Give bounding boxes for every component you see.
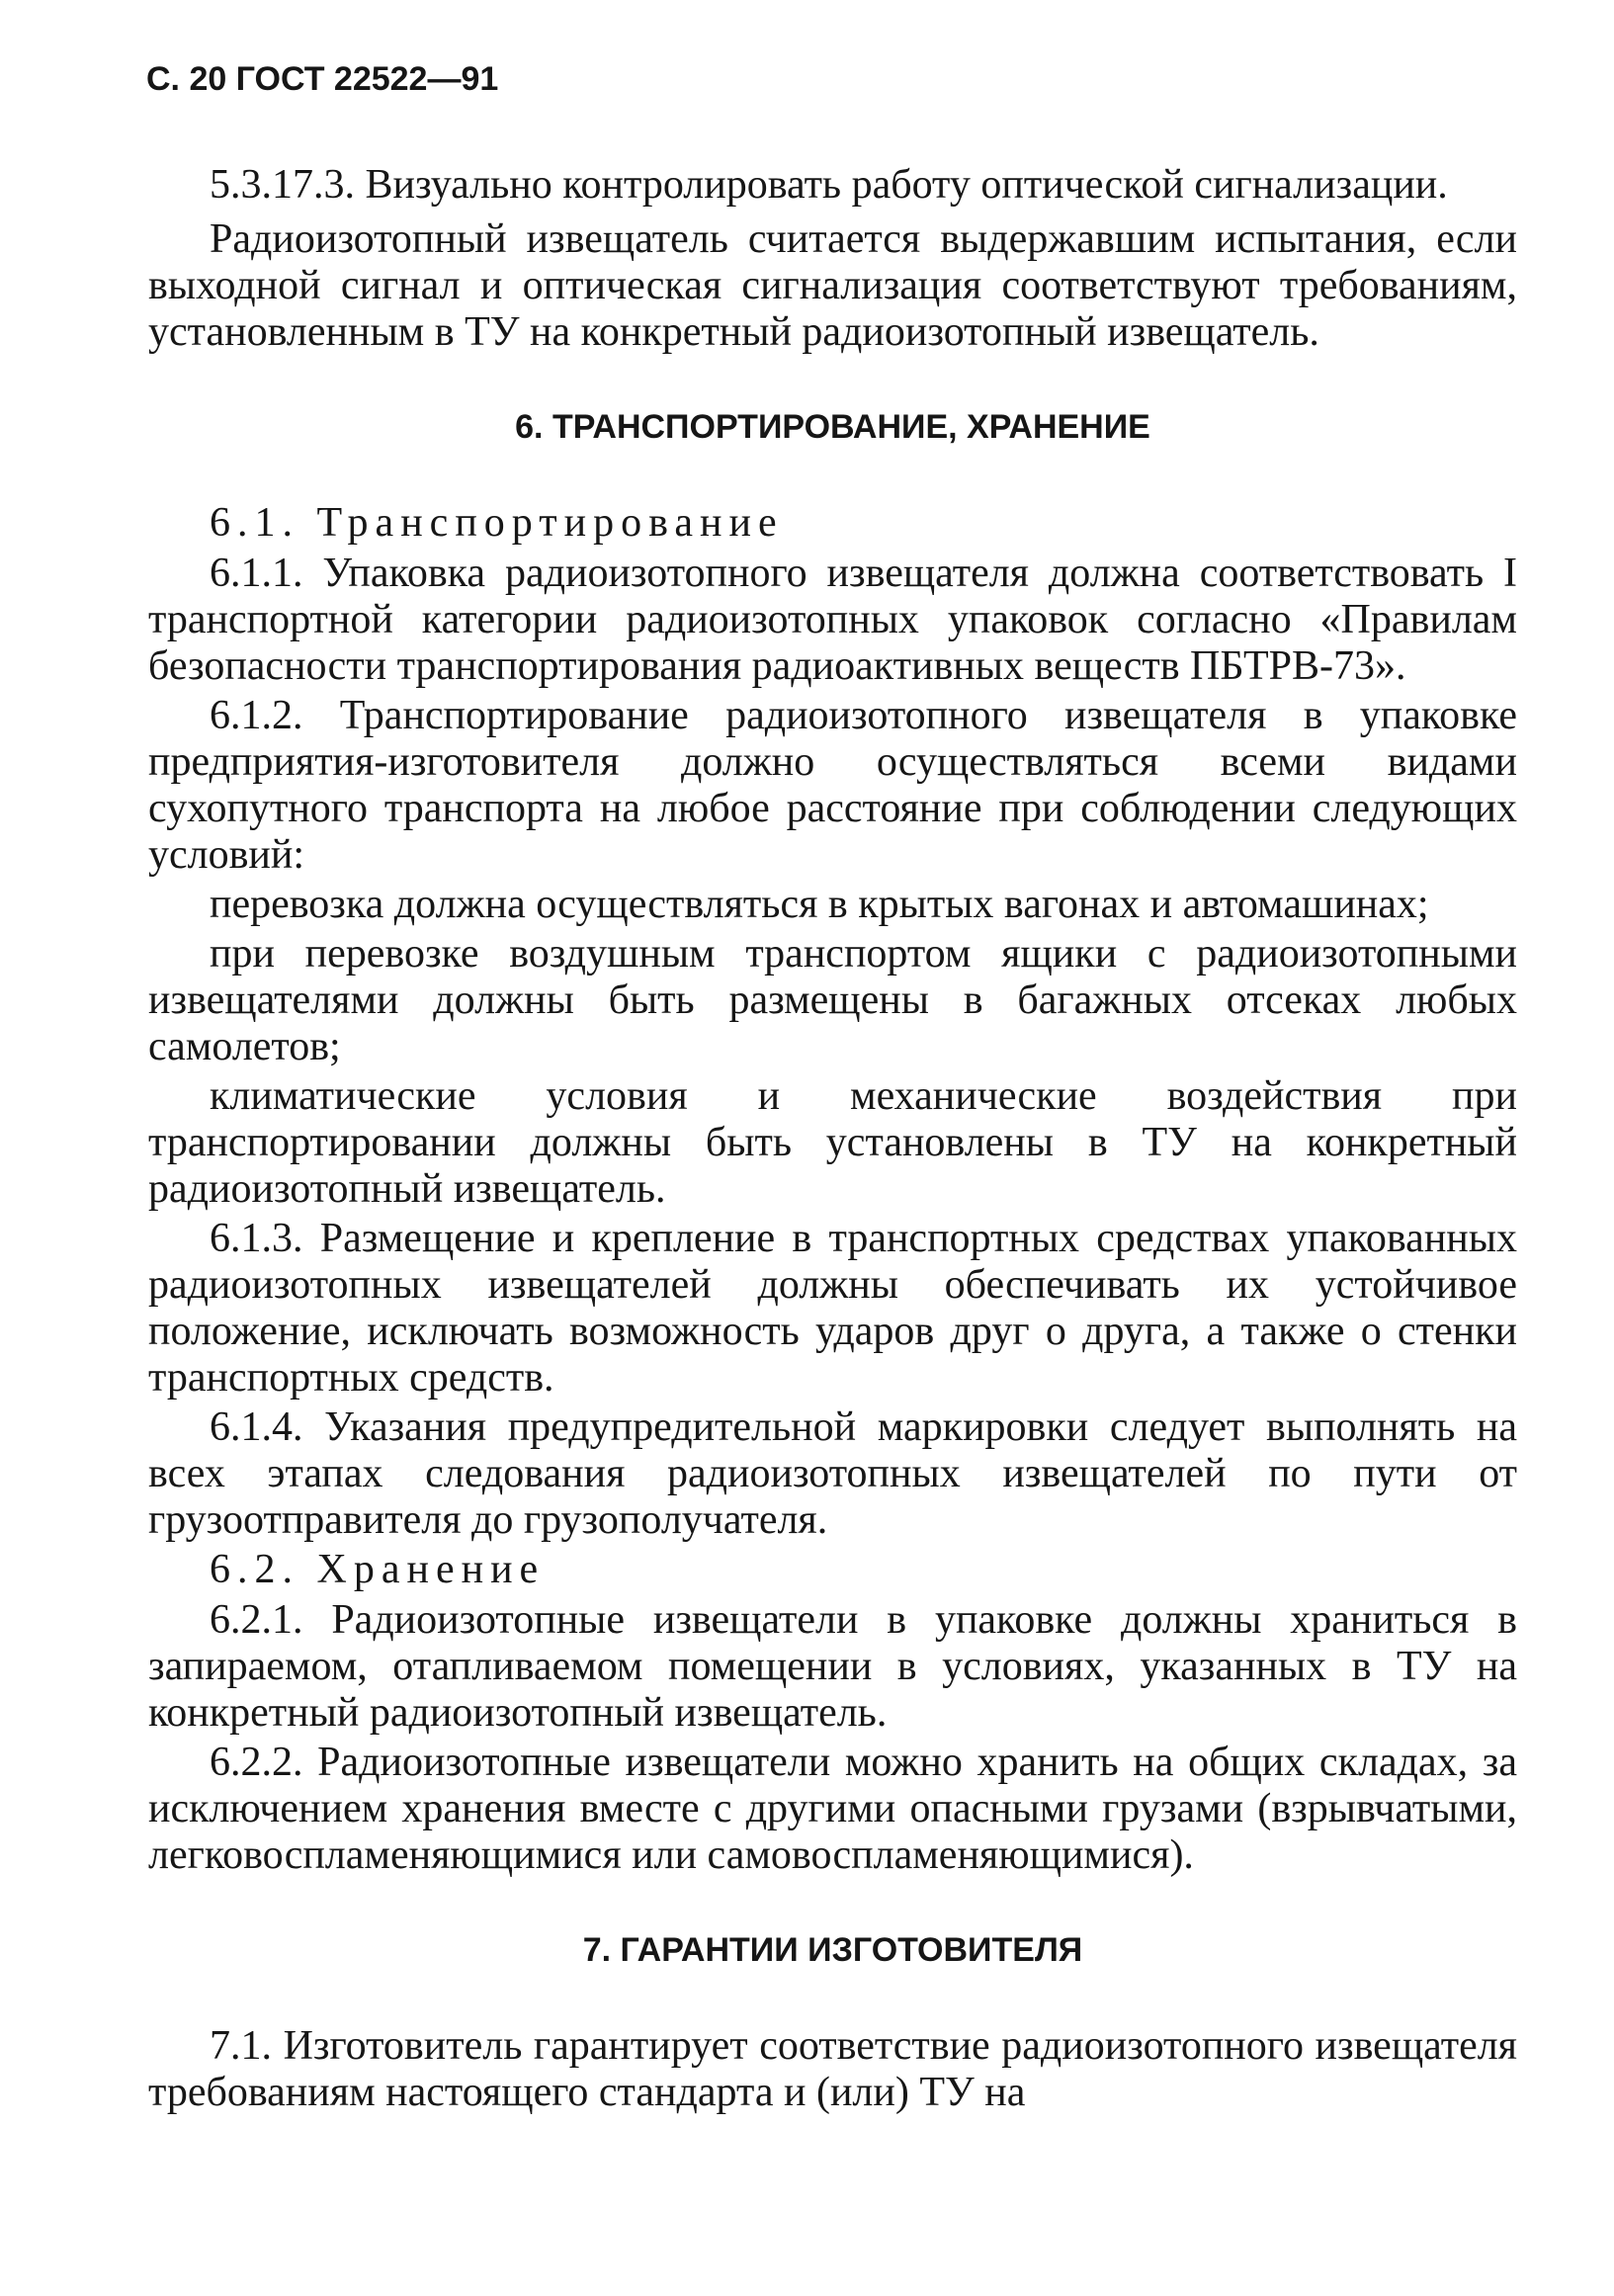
document-page	[148, 59, 1517, 2124]
paragraph-6-1-4: 6.1.4. Указания предупредительной маркировки следует выполнять на всех этапах следования радиоизотопных извещателей по пути от грузоотправителя до грузополучателя.	[148, 1404, 1517, 1543]
paragraph-6-2-1: 6.2.1. Радиоизотопные извещатели в упаковке должны храниться в запираемом, отапливаемом помещении в условиях, указанных в ТУ на конкретный радиоизотопный извещатель.	[148, 1597, 1517, 1736]
paragraph-7-1: 7.1. Изготовитель гарантирует соответствие радиоизотопного извещателя требованиям настоящего стандарта и (или) ТУ на	[148, 2023, 1517, 2115]
subheading-6-1: 6.1. Транспортирование	[210, 500, 784, 546]
paragraph-6-1-2: 6.1.2. Транспортирование радиоизотопного извещателя в упаковке предприятия-изготовителя должно осуществляться всеми видами сухопутного транспорта на любое расстояние при соблюдении следующих условий:	[148, 693, 1517, 878]
paragraph-condition-1: перевозка должна осуществляться в крытых вагонах и автомашинах;	[210, 882, 1429, 927]
paragraph-condition-2: при перевозке воздушным транспортом ящики с радиоизотопными извещателями должны быть размещены в багажных отсеках любых самолетов;	[148, 931, 1517, 1069]
paragraph-condition-3: климатические условия и механические воздействия при транспортировании должны быть установлены в ТУ на конкретный радиоизотопный извещатель.	[148, 1073, 1517, 1212]
subheading-6-2: 6.2. Хранение	[210, 1547, 546, 1592]
section-heading-6: 6. ТРАНСПОРТИРОВАНИЕ, ХРАНЕНИЕ	[515, 408, 1150, 446]
paragraph-5-3-17-3: 5.3.17.3. Визуально контролировать работу оптической сигнализации.	[210, 162, 1448, 208]
paragraph-6-1-3: 6.1.3. Размещение и крепление в транспортных средствах упакованных радиоизотопных извещателей должны обеспечивать их устойчивое положение, исключать возможность ударов друг о друга, а также о стенки транспортных средств.	[148, 1216, 1517, 1401]
paragraph-6-1-1: 6.1.1. Упаковка радиоизотопного извещателя должна соответствовать I транспортной категории радиоизотопных упаковок согласно «Правилам безопасности транспортирования радиоактивных веществ ПБТРВ-73».	[148, 551, 1517, 689]
page-header: С. 20 ГОСТ 22522—91	[146, 60, 499, 98]
paragraph-test-result: Радиоизотопный извещатель считается выдержавшим испытания, если выходной сигнал и оптическая сигнализация соответствуют требованиям, установленным в ТУ на конкретный радиоизотопный извещатель.	[148, 216, 1517, 355]
section-heading-7: 7. ГАРАНТИИ ИЗГОТОВИТЕЛЯ	[582, 1931, 1083, 1969]
paragraph-6-2-2: 6.2.2. Радиоизотопные извещатели можно хранить на общих складах, за исключением хранения вместе с другими опасными грузами (взрывчатыми, легковоспламеняющимися или самовоспламеняющимися).	[148, 1740, 1517, 1878]
